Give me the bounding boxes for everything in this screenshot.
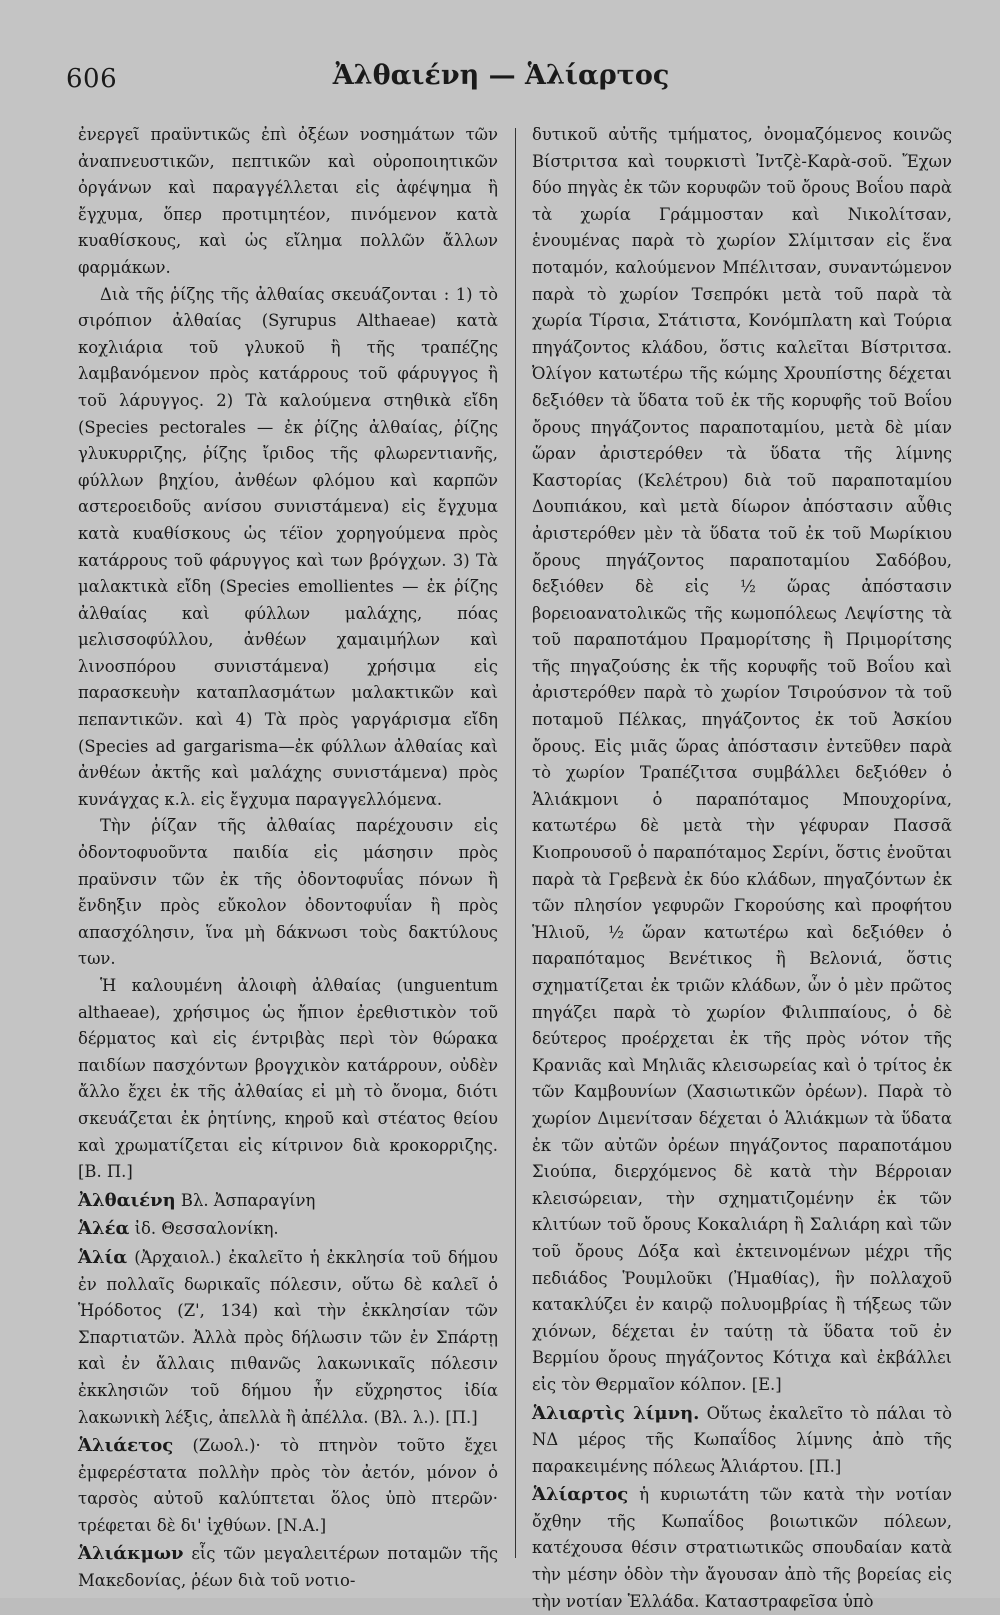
- column-divider: [515, 128, 516, 1558]
- entry-text: Βλ. Ἀσπαραγίνη: [180, 1190, 316, 1210]
- dictionary-entry: [78, 1188, 498, 1215]
- right-column: [532, 122, 952, 1611]
- entry-text: εἷς τῶν μεγαλειτέρων ποταμῶν τῆς Μακεδονίας, ῥέων διὰ τοῦ νοτιο-: [78, 1544, 499, 1591]
- entry-text: Οὕτως ἐκαλεῖτο τὸ πάλαι τὸ ΝΔ μέρος τῆς Κωπαΐδος λίμνης ἀπὸ τῆς παρακειμένης πόλεως Ἁλιάρτου. [Π.]: [532, 1403, 952, 1476]
- entry-headword: Ἁλιαρτὶς λίμνη.: [532, 1402, 700, 1424]
- entry-text: (Ἀρχαιολ.) ἐκαλεῖτο ἡ ἐκκλησία τοῦ δήμου ἐν πολλαῖς δωρικαῖς πόλεσιν, οὕτω δὲ καλεῖ ὁ Ἡρόδοτος (Ζ', 134) καὶ τὴν ἐκκλησίαν τῶν Σπαρτιατῶν. Ἀλλὰ πρὸς δήλωσιν τῶν ἐν Σπάρτῃ καὶ ἐν ἄλλαις πιθανῶς λακωνικαῖς πόλεσιν ἐκκλησιῶν τοῦ δήμου ἦν εὔχρηστος ἰδία λακωνικὴ λέξις, ἀπελλὰ ἢ ἀπέλλα. (Βλ. λ.). [Π.]: [78, 1247, 498, 1427]
- dictionary-entry: [78, 1216, 498, 1243]
- entry-headword: Ἁλίαρτος: [532, 1484, 629, 1506]
- paragraph: Διὰ τῆς ῥίζης τῆς ἀλθαίας σκευάζονται : 1) τὸ σιρόπιον ἀλθαίας (Syrupus Althaeae) κατὰ κοχλιάρια τοῦ γλυκοῦ ἢ τῆς τραπέζης λαμβανόμενον πρὸς κατάρρους τοῦ φάρυγγος ἢ τοῦ λάρυγγος. 2) Τὰ καλούμενα στηθικὰ εἴδη (Species pectorales — ἐκ ῥίζης ἀλθαίας, ῥίζης γλυκυρριζης, ῥίζης ἴριδος τῆς φλωρεντιανῆς, φύλλων βηχίου, ἀνθέων φλόμου καὶ καρπῶν αστεροειδοῦς ανίσου συνιστάμενα) εἰς ἔγχυμα κατὰ κυαθίσκους ὡς τέϊον χορηγούμενα πρὸς κατάρρους τοῦ φάρυγγος καὶ των βρόγχων. 3) Τὰ μαλακτικὰ εἴδη (Species emollientes — ἐκ ῥίζης ἀλθαίας καὶ φύλλων μαλάχης, πόας μελισσοφύλλου, ἀνθέων χαμαιμήλων καὶ λινοσπόρου συνιστάμενα) χρήσιμα εἰς παρασκευὴν καταπλασμάτων μαλακτικῶν καὶ πεπαντικῶν. καὶ 4) Τὰ πρὸς γαργάρισμα εἴδη (Species ad gargarisma—ἐκ φύλλων ἀλθαίας καὶ ἀνθέων ἀκτῆς καὶ μαλάχης συνιστάμενα) πρὸς κυνάγχας κ.λ. εἰς ἔγχυμα παραγγελλόμενα.: [78, 284, 498, 809]
- left-column: [78, 122, 499, 1591]
- page-header: [62, 60, 940, 100]
- entry-text: ἰδ. Θεσσαλονίκη.: [134, 1219, 279, 1239]
- dictionary-entry: [532, 1482, 952, 1615]
- entry-headword: Ἁλιάετος: [78, 1435, 174, 1457]
- dictionary-entry: [532, 1401, 952, 1481]
- dictionary-entry: [78, 1433, 498, 1539]
- dictionary-entry: [78, 1541, 498, 1594]
- entry-headword: Ἁλέα: [78, 1218, 130, 1240]
- paragraph: δυτικοῦ αὐτῆς τμήματος, ὀνομαζόμενος κοινῶς Βίστριτσα καὶ τουρκιστὶ Ἰντζὲ-Καρὰ-σοῦ. Ἔχων δύο πηγὰς ἐκ τῶν κορυφῶν τοῦ ὄρους Βοΐου παρὰ τὰ χωρία Γράμμοσταν καὶ Νικολίτσαν, ἑνουμένας παρὰ τὸ χωρίον Σλίμιτσαν εἰς ἕνα ποταμόν, καλούμενον Μπέλιτσαν, συναντώμενον παρὰ τὸ χωρίον Τσεπρόκι μετὰ τοῦ παρὰ τὰ χωρία Τίρσια, Στάτιστα, Κονόμπλατη καὶ Τούρια πηγάζοντος κλάδου, ὅστις καλεῖται Βίστριτσα. Ὀλίγον κατωτέρω τῆς κώμης Χρουπίστης δέχεται δεξιόθεν τὰ ὕδατα τοῦ ἐκ τῆς κορυφῆς τοῦ Βοΐου ὄρους πηγάζοντος παραποταμίου, μετὰ δὲ μίαν ὥραν ἀριστερόθεν τὰ ὕδατα τῆς λίμνης Καστορίας (Κελέτρου) διὰ τοῦ παραποταμίου Δουπιάκου, καὶ μετὰ δίωρον ἀπόστασιν αὖθις ἀριστερόθεν μὲν τὰ ὕδατα τοῦ ἐκ τοῦ Μωρίκιου ὄρους πηγάζοντος παραποταμίου Σαδόβου, δεξιόθεν δὲ εἰς ½ ὥρας ἀπόστασιν βορειοανατολικῶς τῆς κωμοπόλεως Λεψίστης τὰ τοῦ παραποτάμου Πραμορίτσης ἢ Πριμορίτσης τῆς πηγαζούσης ἐκ τῆς κορυφῆς τοῦ Βοΐου καὶ ἀριστερόθεν παρὰ τὸ χωρίον Τσιρούσνον τὰ τοῦ ποταμοῦ Πέλκας, πηγάζοντος ἐκ τοῦ Ἀσκίου ὄρους. Εἰς μιᾶς ὥρας ἀπόστασιν ἐντεῦθεν παρὰ τὸ χωρίον Τραπέζιτσα συμβάλλει δεξιόθεν ὁ Ἁλιάκμονι ὁ παραπόταμος Μπουχορίνα, κατωτέρω δὲ μετὰ τὴν γέφυραν Πασσᾶ Κιοπρουσοῦ ὁ παραπόταμος Σερίνι, ὅστις ἑνοῦται παρὰ τὰ Γρεβενὰ ἐκ δύο κλάδων, πηγαζόντων ἐκ τῶν πλησίον γεφυρῶν Γκορούσης καὶ προφήτου Ἡλιοῦ, ½ ὥραν κατωτέρω καὶ δεξιόθεν ὁ παραπόταμος Βενέτικος ἢ Βελονιά, ὅστις σχηματίζεται ἐκ τριῶν κλάδων, ὧν ὁ μὲν πρῶτος πηγάζει παρὰ τὸ χωρίον Φιλιππαίους, ὁ δὲ δεύτερος προέρχεται ἐκ τῆς πρὸς νότον τῆς Κρανιᾶς καὶ Μηλιᾶς κλεισωρείας καὶ ὁ τρίτος ἐκ τῶν Καμβουνίων (Χασιωτικῶν ὀρέων). Παρὰ τὸ χωρίον Διμενίτσαν δέχεται ὁ Ἁλιάκμων τὰ ὕδατα ἐκ τῶν αὐτῶν ὀρέων πηγάζοντος παραποτάμου Σιούπα, διερχόμενος δὲ κατὰ τὴν Βέρροιαν κλεισώρειαν, τὴν σχηματιζομένην ἐκ τῶν κλιτύων τοῦ ὄρους Κοκαλιάρη ἢ Σαλιάρη καὶ τῶν τοῦ ὄρους Δόξα καὶ ἐκτεινομένων μέχρι τῆς πεδιάδος Ῥουμλοῦκι (Ἠμαθίας), ἣν πολλαχοῦ κατακλύζει ἐν καιρῷ πολυομβρίας ἢ τήξεως τῶν χιόνων, δέχεται ἐν ταύτῃ τὰ ὕδατα τοῦ ἐν Βερμίου ὄρους πηγάζοντος Κότιχα καὶ ἐκβάλλει εἰς τὸν Θερμαῖον κόλπον. [Ε.]: [532, 125, 952, 1394]
- paragraph: Ἡ καλουμένη ἀλοιφὴ ἀλθαίας (unguentum althaeae), χρήσιμος ὡς ἤπιον ἐρεθιστικὸν τοῦ δέρματος καὶ εἰς έντριβὰς περὶ τὸν θώρακα παιδίων πασχόντων βρογχικὸν κατάρρουν, οὐδὲν ἄλλο ἔχει ἐκ τῆς ἀλθαίας εἰ μὴ τὸ ὄνομα, διότι σκευάζεται ἐκ ῥητίνης, κηροῦ καὶ στέατος θείου καὶ χρωματίζεται εἰς κίτρινον διὰ κροκορριζης. [Β. Π.]: [78, 976, 498, 1182]
- entry-headword: Ἁλιάκμων: [78, 1543, 184, 1565]
- paragraph: Τὴν ῥίζαν τῆς ἀλθαίας παρέχουσιν εἰς ὀδοντοφυοῦντα παιδία εἰς μάσησιν πρὸς πραϋνσιν τῶν ἐκ τῆς ὀδοντοφυΐας πόνων ἢ ἔνδηξιν πρὸς εὔκολον ὀδοντοφυΐαν ἢ πρὸς απασχόλησιν, ἵνα μὴ δάκνωσι τοὺς δακτύλους των.: [78, 816, 498, 969]
- entry-text: ἡ κυριωτάτη τῶν κατὰ τὴν νοτίαν ὄχθην τῆς Κωπαΐδος βοιωτικῶν πόλεων, κατέχουσα θέσιν στρατιωτικῶς σπουδαίαν κατὰ τὴν μέσην ὁδὸν τὴν ἄγουσαν ἀπὸ τῆς βορείας εἰς τὴν νοτίαν Ἑλλάδα. Καταστραφεῖσα ὑπὸ: [532, 1485, 952, 1611]
- paragraph: ἐνεργεῖ πραϋντικῶς ἐπὶ ὀξέων νοσημάτων τῶν ἀναπνευστικῶν, πεπτικῶν καὶ οὐροποιητικῶν ὀργάνων καὶ παραγγέλλεται εἰς ἀφέψημα ἢ ἔγχυμα, ὅπερ προτιμητέον, πινόμενον κατὰ κυαθίσκους, καὶ ὡς εἴλημα πολλῶν ἄλλων φαρμάκων.: [78, 125, 498, 277]
- entry-headword: Ἁλία: [78, 1246, 128, 1268]
- entry-text: (Ζωολ.)· τὸ πτηνὸν τοῦτο ἔχει ἐμφερέστατα πολλὴν πρὸς τὸν ἀετόν, μόνον ὁ ταρσὸς αὐτοῦ καλύπτεται ὅλος ὑπὸ πτερῶν· τρέφεται δὲ δι' ἰχθύων. [Ν.Α.]: [78, 1436, 499, 1535]
- entry-headword: Ἀλθαιένη: [78, 1189, 176, 1211]
- running-title: Ἀλθαιένη — Ἁλίαρτος: [332, 60, 670, 91]
- page-number: 606: [66, 64, 118, 94]
- dictionary-entry: [78, 1245, 498, 1431]
- text-columns: [78, 122, 958, 1611]
